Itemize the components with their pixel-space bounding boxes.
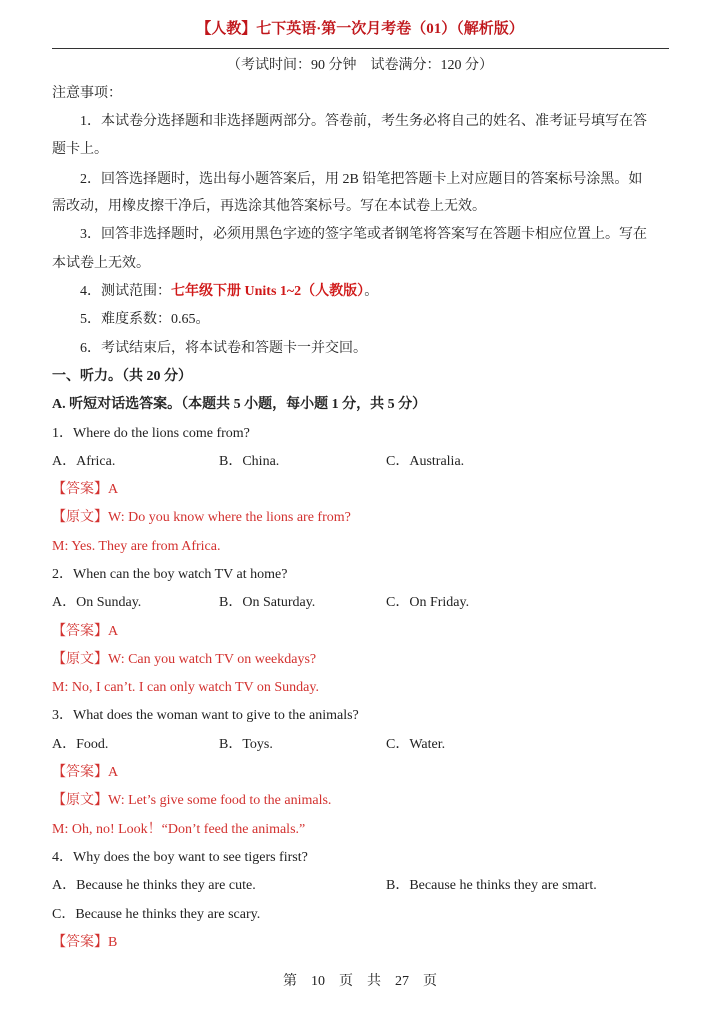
- question-4: 4．Why does the boy want to see tigers first?: [52, 850, 308, 865]
- q2-answer: 【答案】A: [52, 624, 119, 639]
- note-6: 6．考试结束后，将本试卷和答题卡一并交回。: [80, 341, 367, 356]
- q1-option-c: C．Australia.: [386, 454, 465, 469]
- q2-option-c: C．On Friday.: [386, 595, 470, 610]
- q1-option-b: B．China.: [219, 454, 280, 469]
- note-3-cont: 本试卷上无效。: [52, 256, 150, 271]
- note-1: 1．本试卷分选择题和非选择题两部分。答卷前，考生务必将自己的姓名、准考证号填写在答: [80, 114, 647, 129]
- q3-transcript-2: M: Oh, no! Look！“Don’t feed the animals.”: [52, 822, 306, 837]
- test-range: 七年级下册 Units 1~2（人教版）: [171, 284, 365, 299]
- note-5: 5．难度系数：0.65。: [80, 312, 210, 327]
- note-2: 2．回答选择题时，选出每小题答案后，用 2B 铅笔把答题卡上对应题目的答案标号涂黑。如: [80, 172, 643, 187]
- q3-answer: 【答案】A: [52, 765, 119, 780]
- page-number: 第 10 页 共 27 页: [283, 974, 437, 989]
- note-4-label: 4．测试范围：: [80, 284, 171, 299]
- q2-transcript-2: M: No, I can’t. I can only watch TV on Sunday.: [52, 680, 319, 695]
- q1-transcript-2: M: Yes. They are from Africa.: [52, 539, 221, 554]
- part-title: A. 听短对话选答案。（本题共 5 小题，每小题 1 分，共 5 分）: [52, 397, 427, 412]
- note-3: 3．回答非选择题时，必须用黑色字迹的签字笔或者钢笔将答案写在答题卡相应位置上。写在: [80, 227, 647, 242]
- q1-option-a: A．Africa.: [52, 454, 116, 469]
- q4-option-b: B．Because he thinks they are smart.: [386, 878, 597, 893]
- q3-transcript-1: 【原文】W: Let’s give some food to the animals.: [52, 793, 332, 808]
- header-divider: [52, 48, 669, 49]
- question-1: 1．Where do the lions come from?: [52, 426, 250, 441]
- q1-answer: 【答案】A: [52, 482, 119, 497]
- q4-option-a: A．Because he thinks they are cute.: [52, 878, 256, 893]
- notes-heading: 注意事项：: [52, 86, 122, 101]
- question-2: 2．When can the boy watch TV at home?: [52, 567, 288, 582]
- q3-option-b: B．Toys.: [219, 737, 273, 752]
- exam-info: （考试时间：90 分钟 试卷满分：120 分）: [227, 58, 493, 73]
- section-title: 一、听力。（共 20 分）: [52, 369, 192, 384]
- q1-transcript-1: 【原文】W: Do you know where the lions are from?: [52, 510, 351, 525]
- q4-answer: 【答案】B: [52, 935, 118, 950]
- q2-option-a: A．On Sunday.: [52, 595, 142, 610]
- note-1-cont: 题卡上。: [52, 142, 108, 157]
- q2-transcript-1: 【原文】W: Can you watch TV on weekdays?: [52, 652, 317, 667]
- question-3: 3．What does the woman want to give to the animals?: [52, 708, 359, 723]
- note-4-end: 。: [364, 284, 379, 299]
- q3-option-a: A．Food.: [52, 737, 109, 752]
- q3-option-c: C．Water.: [386, 737, 446, 752]
- q4-option-c: C．Because he thinks they are scary.: [52, 907, 261, 922]
- q2-option-b: B．On Saturday.: [219, 595, 316, 610]
- document-title: 【人教】七下英语·第一次月考卷（01）（解析版）: [196, 21, 524, 37]
- note-4: [80, 282, 378, 302]
- note-2-cont: 需改动，用橡皮擦干净后，再选涂其他答案标号。写在本试卷上无效。: [52, 199, 486, 214]
